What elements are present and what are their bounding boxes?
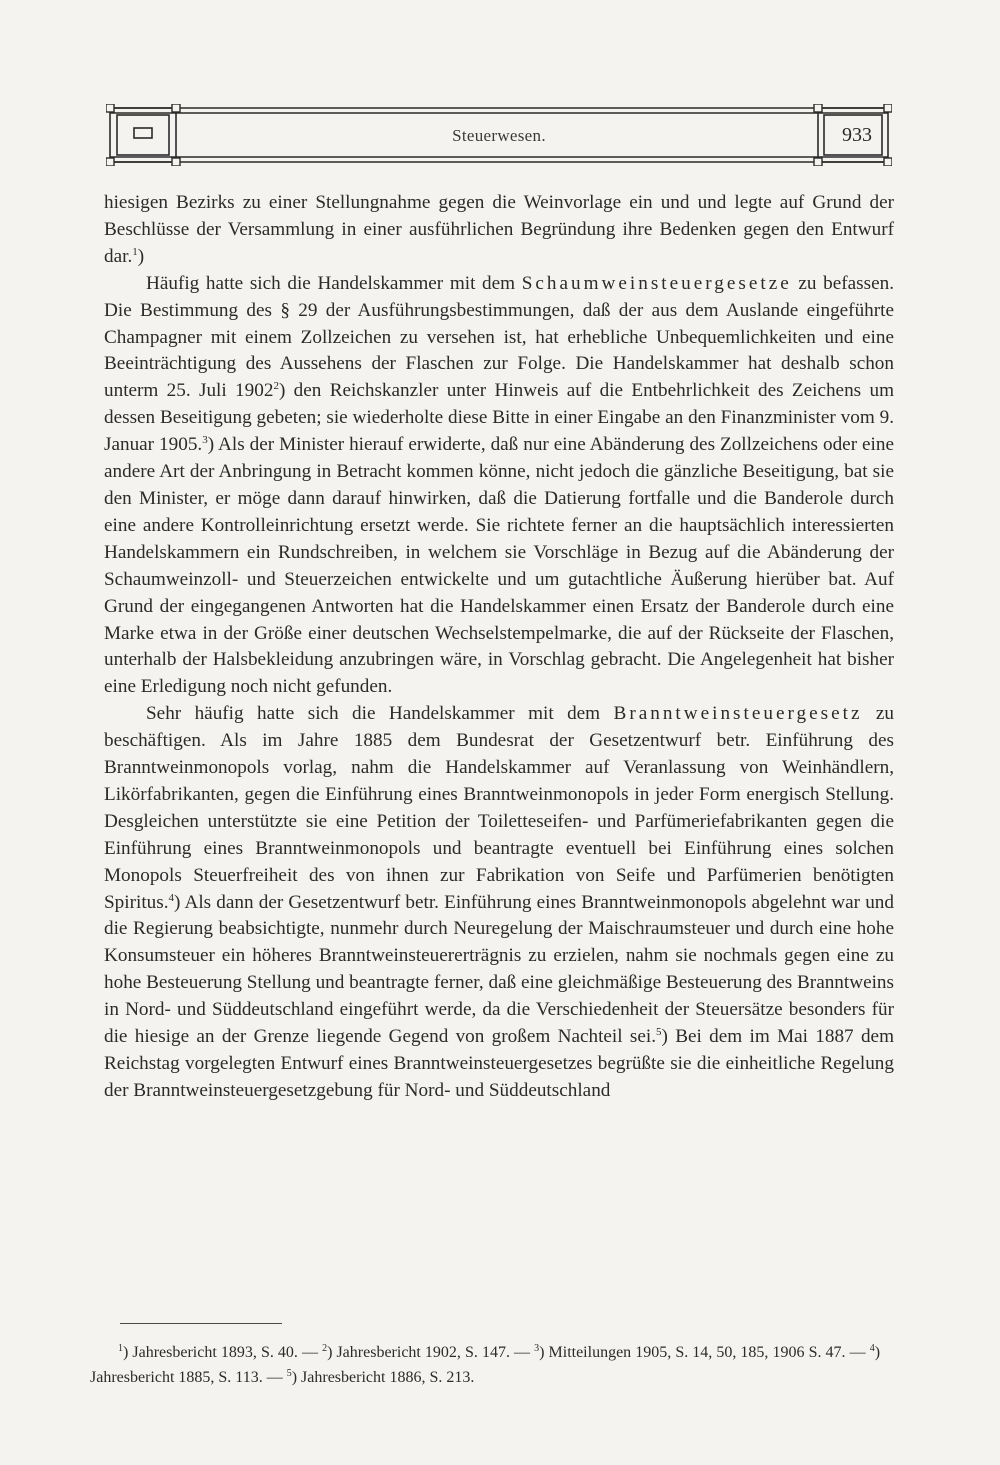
running-header	[106, 104, 892, 166]
footnote-2: ) Jahresbericht 1902, S. 147. —	[327, 1344, 535, 1361]
footnote-1: ) Jahresbericht 1893, S. 40. —	[123, 1344, 323, 1361]
footnote-4: ) Jahresbericht 1885, S. 113. —	[90, 1344, 881, 1386]
paragraph-2-text-c: ) den Reichskanzler unter Hinweis auf die Entbehrlichkeit des Zeichens um dessen Beseitigung gebeten; sie wiederholte diese Bitte in einer Eingabe an den Finanzminister vom 9. Januar 1905.	[104, 380, 894, 456]
paragraph-3	[104, 701, 894, 1105]
footnote-ref-4: 4	[168, 891, 175, 904]
paragraph-3-text-a: Sehr häufig hatte sich die Handelskammer mit dem	[146, 703, 614, 725]
footnote-3: ) Mitteilungen 1905, S. 14, 50, 185, 1906 S. 47. —	[539, 1344, 870, 1361]
footnote-marker-5: 5	[286, 1368, 292, 1379]
footnote-5: ) Jahresbericht 1886, S. 213.	[291, 1369, 475, 1386]
footnote-marker-1: 1	[118, 1343, 123, 1354]
paragraph-1	[104, 190, 894, 271]
page-number: 933	[842, 124, 872, 146]
body-text	[104, 190, 894, 1105]
paragraph-3-text-d: ) Bei dem im Mai 1887 dem Reichstag vorgelegten Entwurf eines Branntweinsteuergesetzes begrüßte sie die einheitliche Regelung der Branntweinsteuergesetzgebung für Nord- und Süddeutschland	[104, 1026, 894, 1101]
footnote-ref-2: 2	[273, 380, 279, 393]
paragraph-1-text-b: )	[137, 245, 145, 267]
paragraph-2-emphasis: Schaumweinsteuergesetze	[521, 272, 792, 294]
footnote-marker-3: 3	[534, 1343, 540, 1354]
footnotes	[90, 1340, 880, 1390]
running-title: Steuerwesen.	[452, 126, 546, 145]
footnote-marker-4: 4	[869, 1343, 875, 1354]
footnote-ref-1: 1	[132, 245, 138, 258]
paragraph-3-text-b: zu beschäftigen. Als im Jahre 1885 dem Bundesrat der Gesetzentwurf betr. Einführung des Branntweinmonopols vorlag, nahm die Handelskammer auf Veranlassung von Weinhändlern, Likörfabrikanten, gegen die Einführung eines Branntweinmonopols in jeder Form energisch Stellung. Desgleichen unterstützte sie eine Petition der Toiletteseifen- und Parfümeriefabrikanten gegen die Einführung eines Branntweinmonopols und beantragte eventuell bei Einführung eines solchen Monopols Steuerfreiheit des von ihnen zur Fabrikation von Seife und Parfümerien benötigten Spiritus.	[104, 703, 894, 913]
footnote-divider	[120, 1323, 282, 1324]
paragraph-2-text-b: zu befassen. Die Bestimmung des § 29 der Ausführungsbestimmungen, daß der aus dem Auslande eingeführte Champagner mit einem Zollzeichen zu versehen ist, hat erhebliche Unbequemlichkeiten und eine Beeinträchtigung des Aussehens der Flaschen zur Folge. Die Handelskammer hat deshalb schon unterm 25. Juli 1902	[104, 272, 895, 402]
paragraph-2-text-d: ) Als der Minister hierauf erwiderte, daß nur eine Abänderung des Zollzeichens oder eine andere Art der Anbringung in Betracht kommen könne, nicht jedoch die gänzliche Beseitigung, bat sie den Minister, er möge dann darauf hinwirken, daß die Datierung fortfalle und die Banderole durch eine andere Kontrolleinrichtung ersetzt werde. Sie richtete ferner an die hauptsächlich interessierten Handelskammern ein Rundschreiben, in welchem sie Vorschläge in Bezug auf die Abänderung der Schaumweinzoll- und Steuerzeichen entwickelte und um gutachtliche Äußerung hierüber bat. Auf Grund der eingegangenen Antworten hat die Handelskammer einen Ersatz der Banderole durch eine Marke etwa in der Größe einer deutschen Wechselstempelmarke, die auf der Rückseite der Flaschen, unterhalb der Halsbekleidung anzubringen wäre, in Vorschlag gebracht. Die Angelegenheit hat bisher eine Erledigung noch nicht gefunden.	[104, 434, 895, 698]
footnote-ref-5: 5	[656, 1026, 662, 1039]
paragraph-1-text-a: hiesigen Bezirks zu einer Stellungnahme gegen die Weinvorlage ein und und legte auf Grund der Beschlüsse der Versammlung in einer ausführlichen Begründung ihre Bedenken gegen den Entwurf dar.	[104, 192, 894, 267]
footnote-ref-3: 3	[202, 434, 208, 447]
paragraph-3-emphasis: Branntweinsteuergesetz	[613, 703, 863, 725]
paragraph-2-text-a: Häufig hatte sich die Handelskammer mit dem	[146, 272, 522, 294]
footnote-block	[90, 1340, 880, 1390]
paragraph-2	[104, 271, 894, 702]
footnote-marker-2: 2	[322, 1343, 328, 1354]
paragraph-3-text-c: ) Als dann der Gesetzentwurf betr. Einführung eines Branntweinmonopols abgelehnt war und die Regierung beabsichtigte, nunmehr durch Neuregelung der Maischraumsteuer und durch eine hohe Konsumsteuer ein höheres Branntweinsteuererträgnis zu erzielen, nahm sie nochmals gegen eine zu hohe Besteuerung Stellung und beantragte ferner, daß eine gleichmäßige Besteuerung des Branntweins in Nord- und Süddeutschland eingeführt werde, da die Verschiedenheit der Steuersätze besonders für die hiesige an der Grenze liegende Gegend von großem Nachteil sei.	[104, 891, 894, 1048]
